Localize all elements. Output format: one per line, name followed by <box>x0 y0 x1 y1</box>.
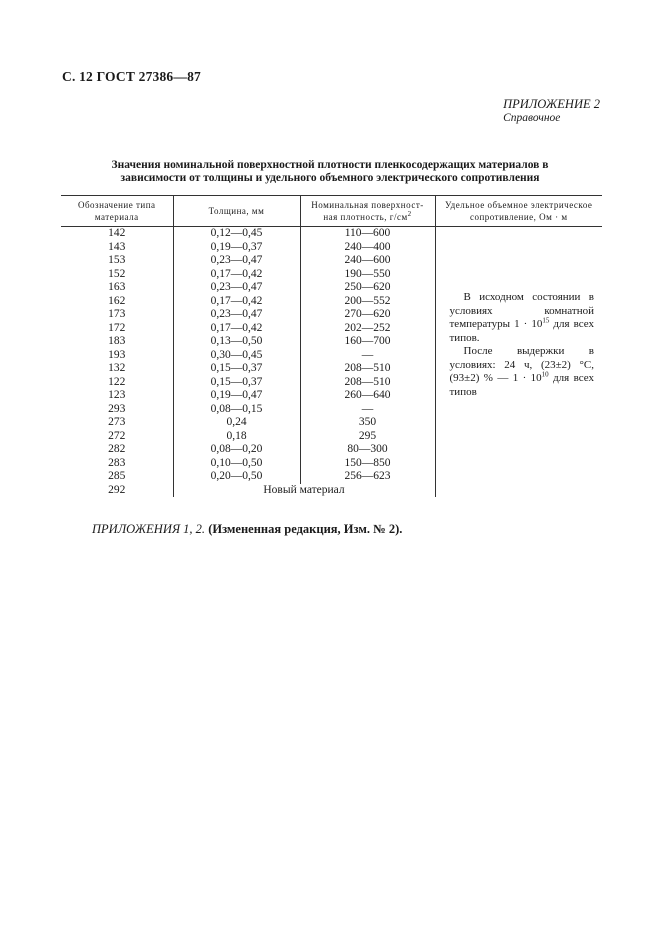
cell-thickness: 0,15—0,37 <box>173 362 300 376</box>
cell-density: 250—620 <box>300 281 435 295</box>
cell-thickness: 0,10—0,50 <box>173 457 300 471</box>
cell-density: — <box>300 349 435 363</box>
note-p2-exponent: 10 <box>541 370 549 379</box>
column-header-density <box>300 196 435 227</box>
column-header-density-text: Номинальная поверхност-ная плотность, г/см <box>311 200 424 222</box>
cell-thickness: 0,17—0,42 <box>173 268 300 282</box>
cell-type: 283 <box>108 456 126 469</box>
cell-type: 183 <box>108 335 126 347</box>
cell-type: 172 <box>108 321 126 334</box>
resistivity-note <box>435 227 602 498</box>
table-header-row <box>61 196 602 227</box>
cell-density: 260—640 <box>300 389 435 403</box>
table-row <box>61 227 602 241</box>
cell-type: 162 <box>108 294 126 307</box>
data-table <box>61 195 602 497</box>
cell-density: 240—600 <box>300 254 435 268</box>
cell-type: 193 <box>108 348 126 361</box>
cell-thickness: 0,20—0,50 <box>173 470 300 484</box>
cell-density: — <box>300 403 435 417</box>
cell-thickness: 0,13—0,50 <box>173 335 300 349</box>
cell-new-material: Новый материал <box>173 484 435 498</box>
column-header-density-sup: 2 <box>407 210 412 218</box>
note-paragraph-1 <box>450 291 595 345</box>
cell-type: 143 <box>108 240 126 253</box>
note-p1-tail: для всех типов. <box>449 318 594 344</box>
cell-density: 350 <box>300 416 435 430</box>
cell-density: 160—700 <box>300 335 435 349</box>
cell-density: 200—552 <box>300 295 435 309</box>
cell-type: 152 <box>108 267 126 280</box>
cell-density: 256—623 <box>300 470 435 484</box>
cell-type: 142 <box>108 227 126 239</box>
column-header-type: Обозначение типа материала <box>61 196 173 227</box>
cell-thickness: 0,19—0,37 <box>173 241 300 255</box>
cell-thickness: 0,19—0,47 <box>173 389 300 403</box>
cell-density: 208—510 <box>300 362 435 376</box>
cell-thickness: 0,24 <box>173 416 300 430</box>
note-p2-text: После выдержки в условиях: 24 ч, (23±2) °С, (93±2) % — 1 · 10 <box>449 345 594 384</box>
cell-type: 292 <box>108 483 126 496</box>
cell-type: 273 <box>108 416 126 428</box>
cell-thickness: 0,23—0,47 <box>173 308 300 322</box>
note-paragraph-2 <box>450 345 595 399</box>
cell-thickness: 0,08—0,20 <box>173 443 300 457</box>
cell-thickness: 0,17—0,42 <box>173 322 300 336</box>
cell-thickness: 0,30—0,45 <box>173 349 300 363</box>
appendix-label <box>503 97 600 125</box>
table-body <box>61 227 602 498</box>
column-header-thickness: Толщина, мм <box>173 196 300 227</box>
cell-thickness: 0,23—0,47 <box>173 281 300 295</box>
cell-thickness: 0,12—0,45 <box>173 227 300 241</box>
cell-thickness: 0,23—0,47 <box>173 254 300 268</box>
cell-thickness: 0,18 <box>173 430 300 444</box>
footer-bold: (Измененная редакция, Изм. № 2). <box>208 522 403 536</box>
note-p2-tail: для всех типов <box>449 372 594 398</box>
column-header-resistivity: Удельное объемное электрическое сопротивление, Ом · м <box>435 196 602 227</box>
cell-type: 173 <box>108 308 126 320</box>
note-p1-text: В исходном состоянии в условиях комнатной температуры 1 · 10 <box>449 291 594 330</box>
cell-density: 110—600 <box>300 227 435 241</box>
cell-type: 293 <box>108 402 126 415</box>
cell-type: 272 <box>108 429 126 442</box>
cell-type: 132 <box>108 362 126 374</box>
cell-type: 163 <box>108 281 126 293</box>
appendix-subtitle: Справочное <box>503 112 561 124</box>
cell-thickness: 0,15—0,37 <box>173 376 300 390</box>
cell-density: 295 <box>300 430 435 444</box>
page-header: С. 12 ГОСТ 27386—87 <box>62 69 201 84</box>
cell-type: 123 <box>108 389 126 401</box>
cell-thickness: 0,08—0,15 <box>173 403 300 417</box>
cell-type: 122 <box>108 375 126 388</box>
cell-density: 270—620 <box>300 308 435 322</box>
cell-density: 80—300 <box>300 443 435 457</box>
cell-density: 208—510 <box>300 376 435 390</box>
cell-density: 150—850 <box>300 457 435 471</box>
cell-density: 240—400 <box>300 241 435 255</box>
cell-thickness: 0,17—0,42 <box>173 295 300 309</box>
cell-density: 190—550 <box>300 268 435 282</box>
table-title-line2: зависимости от толщины и удельного объемного электрического сопротивления <box>120 172 540 184</box>
note-p1-exponent: 15 <box>542 316 550 325</box>
cell-type: 282 <box>108 443 126 455</box>
cell-density: 202—252 <box>300 322 435 336</box>
cell-type: 153 <box>108 254 126 266</box>
table-title <box>95 159 565 185</box>
appendix-title: ПРИЛОЖЕНИЕ 2 <box>503 97 600 111</box>
footer-note <box>92 522 402 537</box>
cell-type: 285 <box>108 470 126 482</box>
table-title-line1: Значения номинальной поверхностной плотности пленкосодержащих материалов в <box>111 159 549 171</box>
footer-italic: ПРИЛОЖЕНИЯ 1, 2. <box>92 522 206 536</box>
